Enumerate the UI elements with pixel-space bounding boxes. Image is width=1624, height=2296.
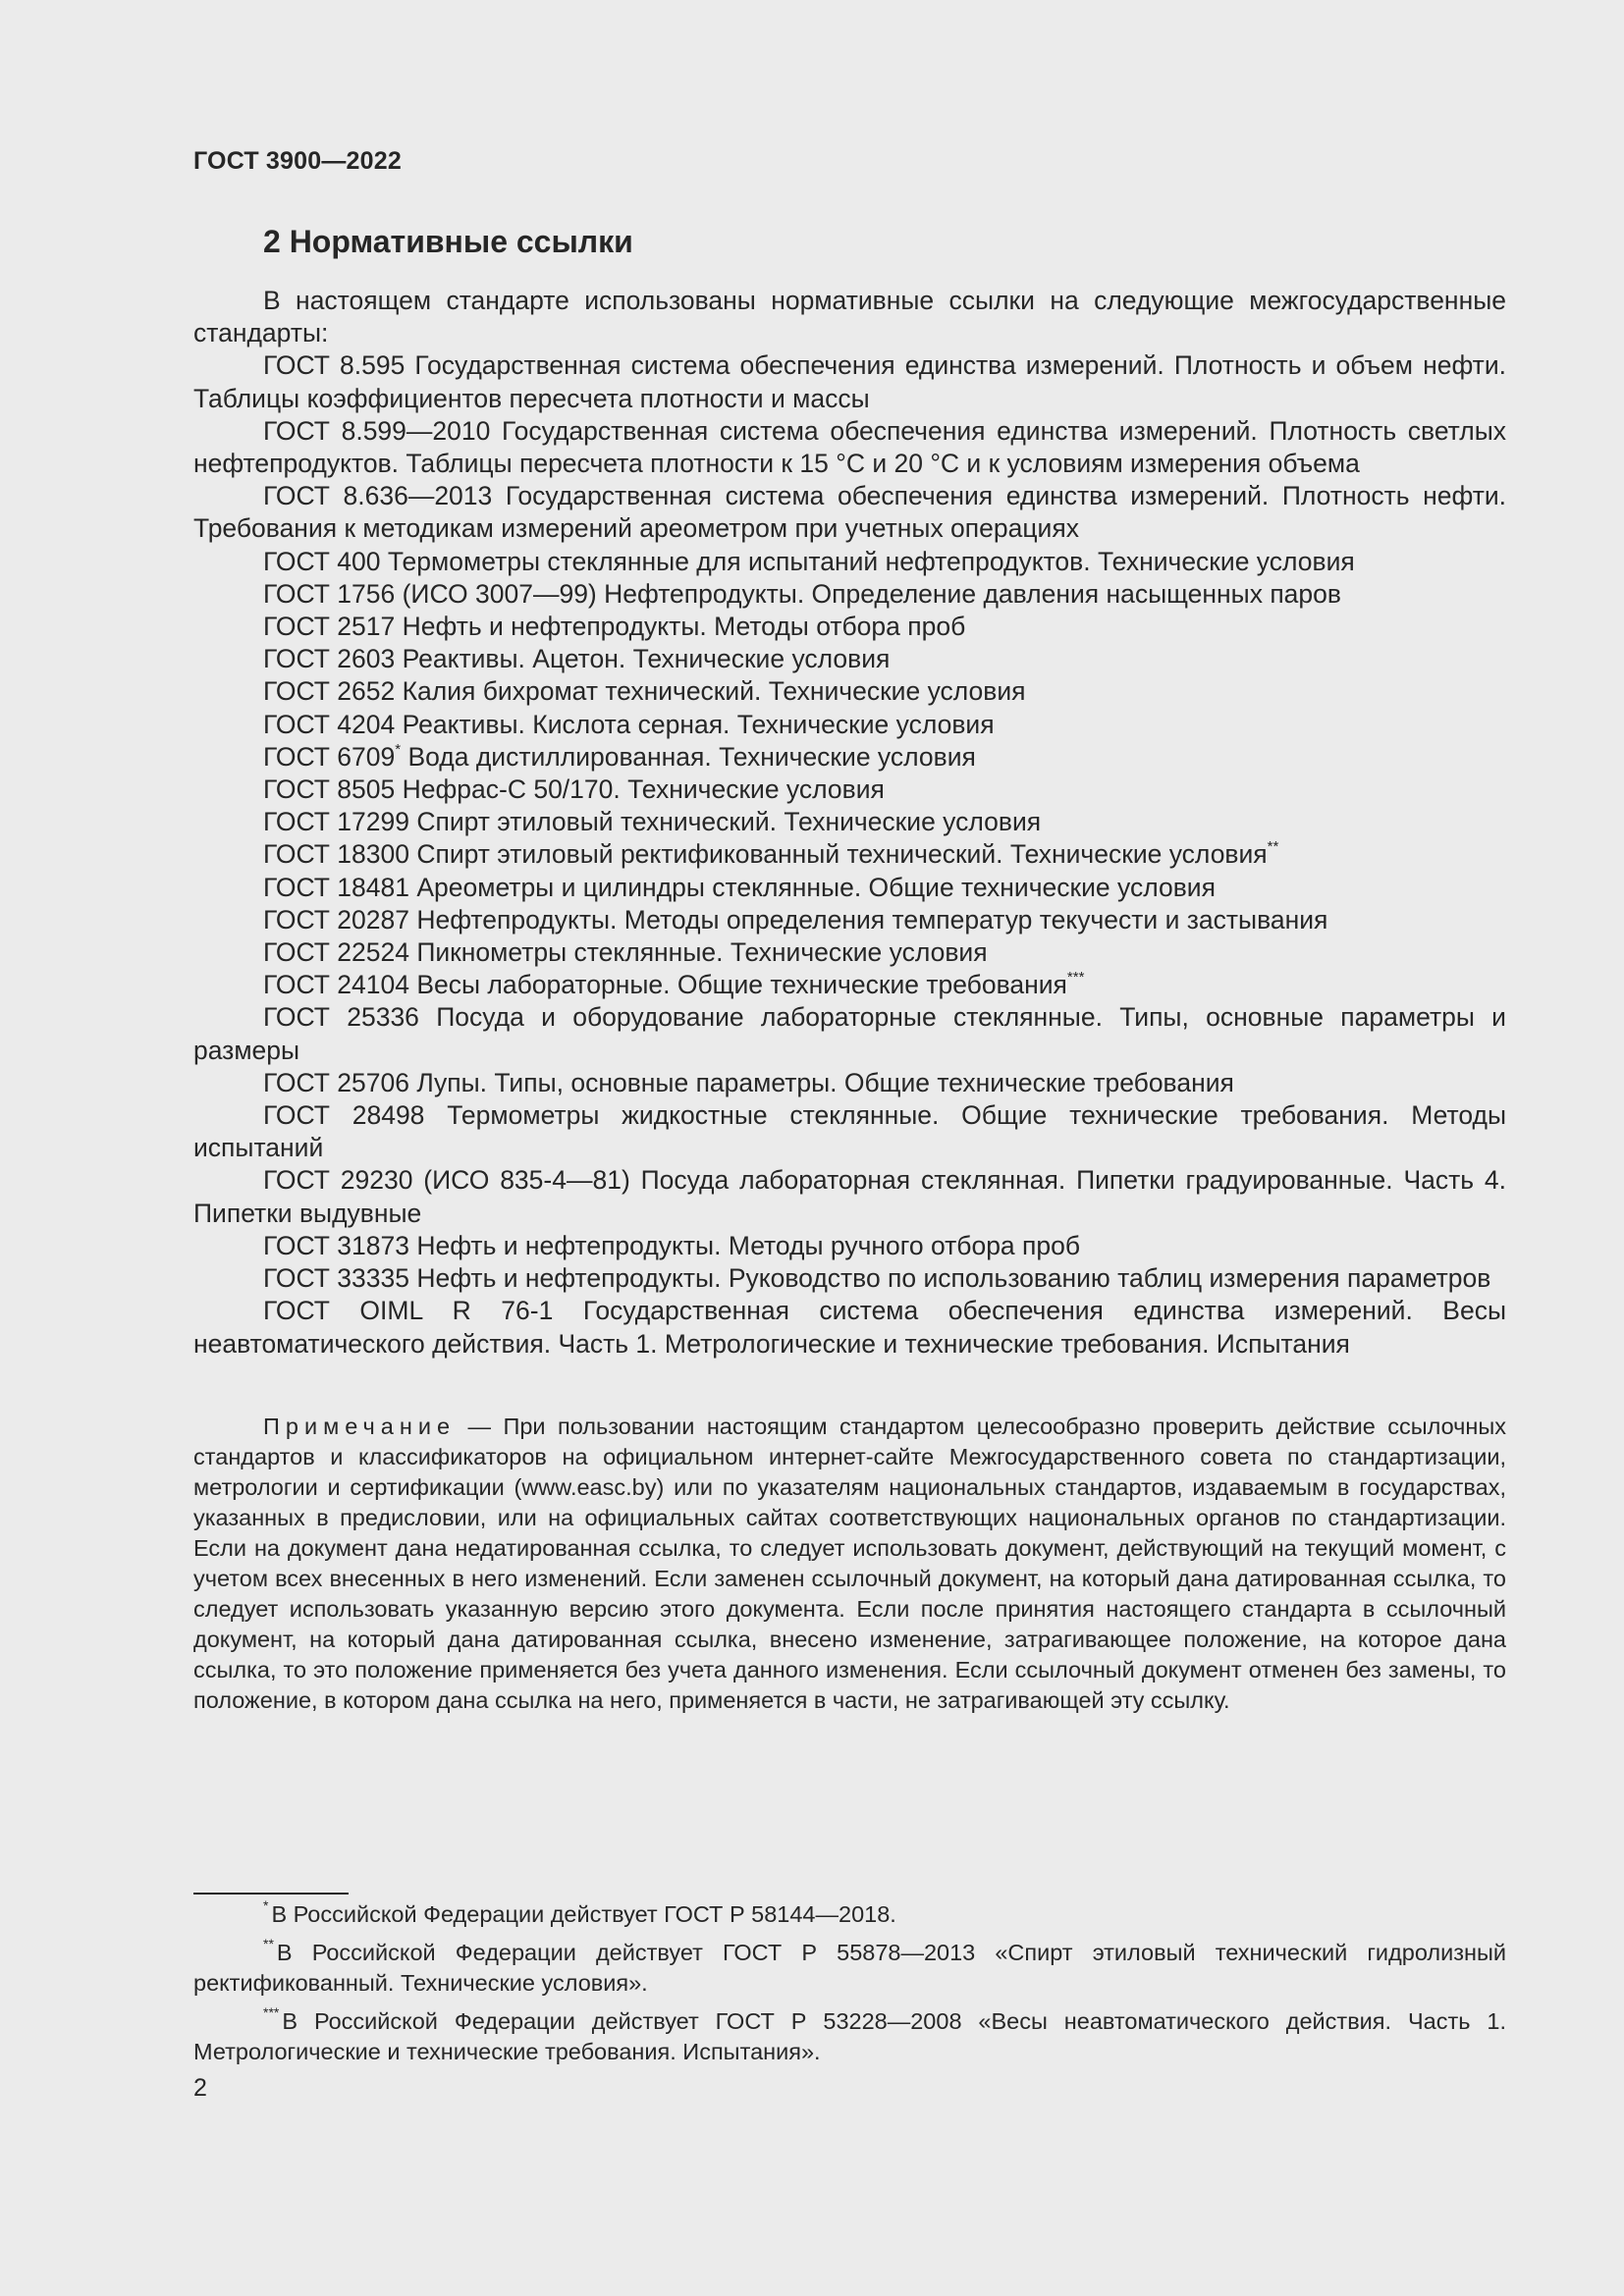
- reference-item: ГОСТ 31873 Нефть и нефтепродукты. Методы ручного отбора проб: [263, 1230, 1081, 1260]
- reference-item: ГОСТ 8.599—2010 Государственная система обеспечения единства измерений. Плотность светлых нефтепродуктов. Таблицы пересчета плотности к 15 °С и 20 °С и к условиям измерения объема: [193, 415, 1506, 479]
- footnote: [193, 1899, 1506, 1930]
- reference-item: ГОСТ 4204 Реактивы. Кислота серная. Технические условия: [263, 709, 995, 739]
- reference-item: ГОСТ 8.595 Государственная система обеспечения единства измерений. Плотность и объем нефти. Таблицы коэффициентов пересчета плотности и массы: [193, 350, 1506, 413]
- reference-item: ГОСТ 25706 Лупы. Типы, основные параметры. Общие технические требования: [263, 1067, 1234, 1097]
- footnote-separator: [193, 1893, 349, 1895]
- reference-title: Вода дистиллированная. Технические условия: [401, 741, 976, 772]
- reference-item: ГОСТ 25336 Посуда и оборудование лабораторные стеклянные. Типы, основные параметры и размеры: [193, 1002, 1506, 1065]
- reference-item: ГОСТ OIML R 76-1 Государственная система обеспечения единства измерений. Весы неавтоматического действия. Часть 1. Метрологические и технические требования. Испытания: [193, 1296, 1506, 1359]
- reference-item: ГОСТ 29230 (ИСО 835-4—81) Посуда лабораторная стеклянная. Пипетки градуированные. Часть 4. Пипетки выдувные: [193, 1165, 1506, 1228]
- reference-item: ГОСТ 22524 Пикнометры стеклянные. Технические условия: [263, 937, 988, 968]
- footnote: [193, 1938, 1506, 1999]
- footnote-marker: *: [395, 740, 402, 758]
- footnote-text: В Российской Федерации действует ГОСТ Р 58144—2018.: [271, 1901, 896, 1927]
- reference-item: ГОСТ 17299 Спирт этиловый технический. Технические условия: [263, 807, 1042, 837]
- reference-item: ГОСТ 33335 Нефть и нефтепродукты. Руководство по использованию таблиц измерения параметров: [263, 1263, 1491, 1294]
- reference-item: ГОСТ 400 Термометры стеклянные для испытаний нефтепродуктов. Технические условия: [263, 546, 1355, 576]
- reference-item: ГОСТ 2603 Реактивы. Ацетон. Технические условия: [263, 644, 891, 674]
- footnote: [193, 2006, 1506, 2067]
- note-dash: —: [456, 1414, 504, 1439]
- note-text: При пользовании настоящим стандартом целесообразно проверить действие ссылочных стандартов и классификаторов на официальном интернет-сайте Межгосударственного совета по стандартизации, метрологии и сертификации (www.easc.by) или по указателям национальных стандартов, издаваемым в государствах, указанных в предисловии, или на официальных сайтах соответствующих национальных органов по стандартизации. Если на документ дана недатированная ссылка, то следует использовать документ, действующий на текущий момент, с учетом всех внесенных в него изменений. Если заменен ссылочный документ, на который дана датированная ссылка, то следует использовать указанную версию этого документа. Если после принятия настоящего стандарта в ссылочный документ, на который дана датированная ссылка, внесено изменение, затрагивающее положение, на которое дана ссылка, то это положение применяется без учета данного изменения. Если ссылочный документ отменен без замены, то положение, в котором дана ссылка на него, применяется в части, не затрагивающей эту ссылку.: [193, 1414, 1507, 1713]
- reference-item: ГОСТ 2517 Нефть и нефтепродукты. Методы отбора проб: [263, 612, 966, 642]
- section-title: 2 Нормативные ссылки: [263, 224, 633, 259]
- footnote-text: В Российской Федерации действует ГОСТ Р 53228—2008 «Весы неавтоматического действия. Часть 1. Метрологические и технические требования. Испытания».: [193, 2008, 1506, 2064]
- reference-item: ГОСТ 1756 (ИСО 3007—99) Нефтепродукты. Определение давления насыщенных паров: [263, 578, 1341, 609]
- footnote-marker: **: [263, 1936, 274, 1951]
- footnote-marker: ***: [263, 2004, 280, 2020]
- reference-item: ГОСТ 8.636—2013 Государственная система обеспечения единства измерений. Плотность нефти. Требования к методикам измерений ареометром при учетных операциях: [193, 481, 1506, 544]
- reference-item: ГОСТ 20287 Нефтепродукты. Методы определения температур текучести и застывания: [263, 904, 1328, 934]
- footnote-marker: **: [1267, 838, 1279, 856]
- page-number: 2: [193, 2074, 207, 2102]
- reference-text: ГОСТ 18300 Спирт этиловый ректификованный технический. Технические условия: [263, 839, 1268, 870]
- reference-item: [193, 741, 1506, 774]
- note-block: [193, 1412, 1506, 1716]
- intro-paragraph: В настоящем стандарте использованы нормативные ссылки на следующие межгосударственные стандарты:: [193, 286, 1506, 348]
- reference-item: ГОСТ 28498 Термометры жидкостные стеклянные. Общие технические требования. Методы испытаний: [193, 1100, 1506, 1163]
- reference-item: ГОСТ 8505 Нефрас-С 50/170. Технические условия: [263, 774, 885, 805]
- note-paragraph: [193, 1412, 1506, 1716]
- reference-text: ГОСТ 24104 Весы лабораторные. Общие технические требования: [263, 970, 1067, 1000]
- references-body: [193, 285, 1506, 1361]
- reference-code: ГОСТ 6709: [263, 741, 396, 772]
- footnotes: [193, 1899, 1506, 2075]
- reference-item: ГОСТ 18481 Ареометры и цилиндры стеклянные. Общие технические условия: [263, 872, 1216, 902]
- reference-item: ГОСТ 2652 Калия бихромат технический. Технические условия: [263, 676, 1026, 707]
- reference-item: [193, 969, 1506, 1001]
- reference-item: [193, 838, 1506, 871]
- footnote-text: В Российской Федерации действует ГОСТ Р 55878—2013 «Спирт этиловый технический гидролизный ректификованный. Технические условия».: [193, 1940, 1506, 1996]
- document-code: ГОСТ 3900—2022: [193, 147, 402, 175]
- footnote-marker: *: [263, 1897, 269, 1913]
- note-label: Примечание: [263, 1414, 457, 1439]
- footnote-marker: ***: [1066, 969, 1085, 987]
